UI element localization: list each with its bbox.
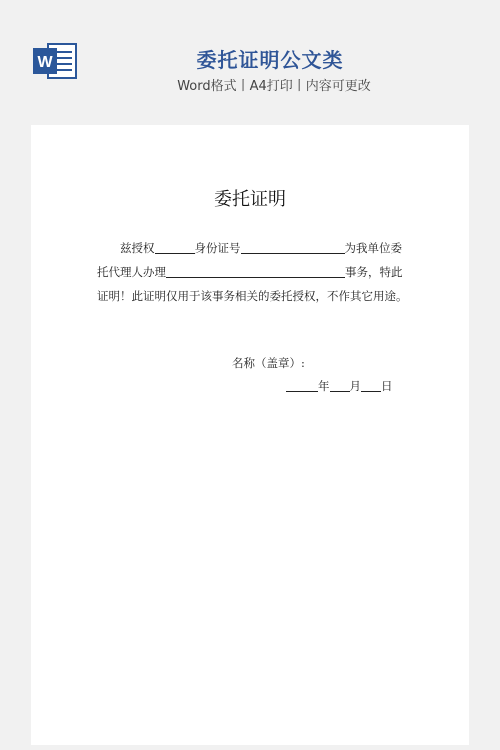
- name-blank: [155, 241, 195, 254]
- document-page: [31, 125, 469, 745]
- text-matter: 事务，特此: [345, 265, 403, 279]
- id-number-blank: [241, 241, 345, 254]
- paragraph-line-1: [120, 240, 402, 256]
- text-statement: 证明！此证明仅用于该事务相关的委托授权，不作其它用途。: [97, 289, 408, 303]
- svg-text:W: W: [37, 54, 53, 71]
- text-id-number: 身份证号: [194, 241, 241, 255]
- text-month: 月: [349, 379, 361, 393]
- text-day: 日: [381, 379, 393, 393]
- matter-blank: [166, 265, 345, 278]
- text-year: 年: [318, 379, 330, 393]
- paragraph-line-2: [97, 264, 403, 280]
- text-unit: 为我单位委: [344, 241, 402, 255]
- paragraph-line-3: [97, 288, 408, 304]
- page-subtitle: Word格式丨A4打印丨内容可更改: [177, 79, 371, 94]
- document-title: 委托证明: [214, 189, 286, 210]
- signature-label: 名称（盖章）:: [232, 356, 305, 370]
- month-blank: [330, 379, 350, 392]
- date-line: [286, 378, 393, 394]
- day-blank: [361, 379, 381, 392]
- text-handle: 托代理人办理: [97, 265, 166, 279]
- year-blank: [286, 379, 318, 392]
- page-title: 委托证明公文类: [196, 48, 344, 72]
- header: [0, 0, 500, 122]
- text-authorize: 兹授权: [120, 241, 155, 255]
